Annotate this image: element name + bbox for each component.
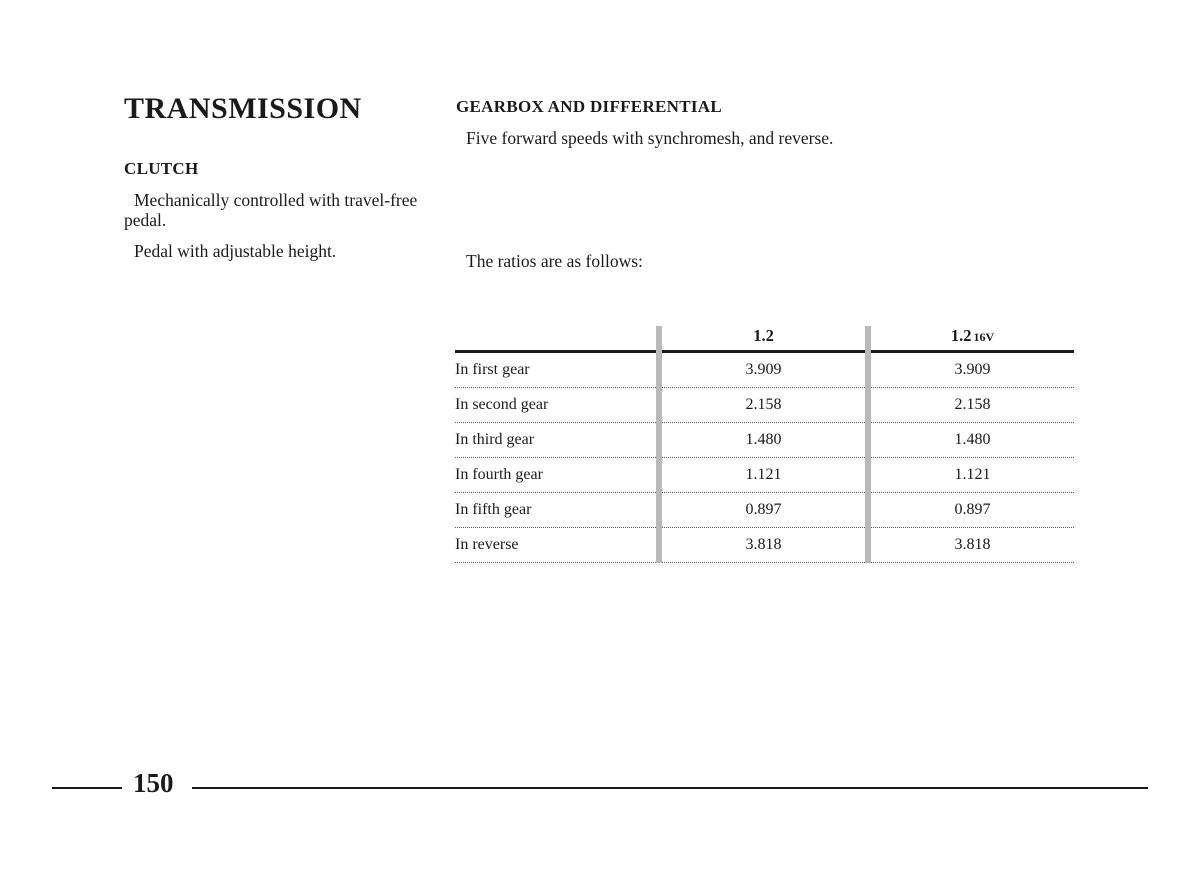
clutch-paragraph-1: Mechanically controlled with travel-free pedal.: [124, 190, 418, 230]
ratios-intro: The ratios are as follows:: [466, 251, 643, 271]
header-engine-1-2-text: 1.2: [753, 326, 774, 345]
table-row: [455, 528, 1074, 563]
gear-ratios-table: [455, 326, 1074, 563]
row-value-1-2: 1.480: [659, 423, 868, 458]
row-value-1-2-16v: 1.121: [868, 458, 1074, 493]
footer-rule-left: [52, 787, 122, 789]
clutch-heading: CLUTCH: [124, 159, 199, 178]
row-value-1-2-16v: 2.158: [868, 388, 1074, 423]
row-label: In first gear: [455, 352, 659, 388]
header-engine-1-2-16v-suffix: 16V: [973, 330, 995, 344]
row-value-1-2: 0.897: [659, 493, 868, 528]
row-label: In second gear: [455, 388, 659, 423]
row-value-1-2: 3.818: [659, 528, 868, 563]
row-value-1-2-16v: 3.818: [868, 528, 1074, 563]
row-label: In third gear: [455, 423, 659, 458]
header-label: [455, 326, 659, 352]
gear-ratios-table-wrapper: [455, 326, 1074, 563]
page-number: 150: [133, 768, 174, 798]
table-header-row: [455, 326, 1074, 352]
row-label: In fourth gear: [455, 458, 659, 493]
table-row: [455, 352, 1074, 388]
row-value-1-2-16v: 0.897: [868, 493, 1074, 528]
header-engine-1-2-16v: [868, 326, 1074, 352]
row-label: In reverse: [455, 528, 659, 563]
row-value-1-2: 3.909: [659, 352, 868, 388]
table-row: [455, 423, 1074, 458]
row-value-1-2: 1.121: [659, 458, 868, 493]
clutch-paragraph-2: Pedal with adjustable height.: [134, 241, 337, 261]
table-row: [455, 388, 1074, 423]
row-label: In fifth gear: [455, 493, 659, 528]
gearbox-heading: GEARBOX AND DIFFERENTIAL: [456, 97, 723, 116]
header-engine-1-2-16v-main: 1.2: [950, 326, 972, 345]
table-row: [455, 493, 1074, 528]
footer-rule-right: [192, 787, 1148, 789]
header-engine-1-2: [659, 326, 868, 352]
row-value-1-2-16v: 3.909: [868, 352, 1074, 388]
gearbox-intro: Five forward speeds with synchromesh, and reverse.: [466, 128, 834, 148]
table-row: [455, 458, 1074, 493]
row-value-1-2: 2.158: [659, 388, 868, 423]
row-value-1-2-16v: 1.480: [868, 423, 1074, 458]
page-title: TRANSMISSION: [124, 92, 362, 125]
